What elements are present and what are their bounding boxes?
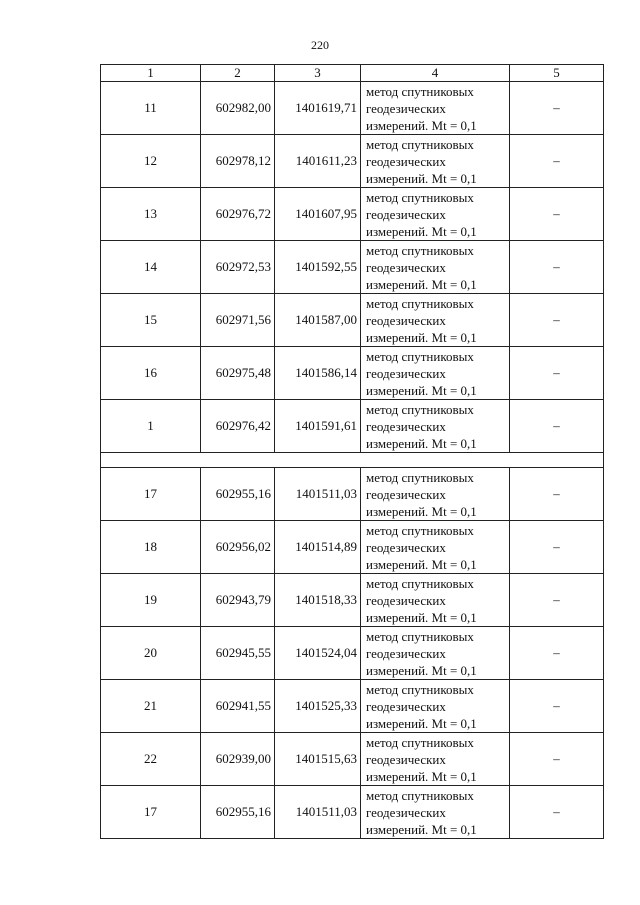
- method-line: измерений. Mt = 0,1: [366, 662, 477, 678]
- x-coordinate-cell: 602976,42: [201, 400, 275, 453]
- method-line: метод спутниковых: [366, 348, 474, 364]
- method-cell: [361, 135, 510, 188]
- table-body: [101, 65, 604, 839]
- method-line: измерений. Mt = 0,1: [366, 821, 477, 837]
- x-coordinate-cell: 602971,56: [201, 294, 275, 347]
- method-line: метод спутниковых: [366, 522, 474, 538]
- x-coordinate-cell: 602941,55: [201, 680, 275, 733]
- method-line: геодезических: [366, 698, 446, 714]
- method-cell: [361, 294, 510, 347]
- method-cell: [361, 574, 510, 627]
- method-line: метод спутниковых: [366, 469, 474, 485]
- y-coordinate-cell: 1401525,33: [275, 680, 361, 733]
- method-cell: [361, 786, 510, 839]
- method-line: измерений. Mt = 0,1: [366, 276, 477, 292]
- method-line: геодезических: [366, 751, 446, 767]
- method-line: геодезических: [366, 365, 446, 381]
- x-coordinate-cell: 602978,12: [201, 135, 275, 188]
- point-number-cell: 1: [101, 400, 201, 453]
- method-line: геодезических: [366, 312, 446, 328]
- method-line: измерений. Mt = 0,1: [366, 223, 477, 239]
- method-line: геодезических: [366, 153, 446, 169]
- point-number-cell: 16: [101, 347, 201, 400]
- method-line: измерений. Mt = 0,1: [366, 768, 477, 784]
- table-row: [101, 627, 604, 680]
- method-line: геодезических: [366, 592, 446, 608]
- method-line: измерений. Mt = 0,1: [366, 117, 477, 133]
- point-number-cell: 18: [101, 521, 201, 574]
- point-number-cell: 15: [101, 294, 201, 347]
- note-cell: –: [510, 135, 604, 188]
- method-cell: [361, 521, 510, 574]
- y-coordinate-cell: 1401586,14: [275, 347, 361, 400]
- point-number-cell: 17: [101, 468, 201, 521]
- point-number-cell: 11: [101, 82, 201, 135]
- y-coordinate-cell: 1401607,95: [275, 188, 361, 241]
- point-number-cell: 21: [101, 680, 201, 733]
- header-cell-1: 1: [101, 65, 201, 82]
- method-line: метод спутниковых: [366, 734, 474, 750]
- method-cell: [361, 733, 510, 786]
- method-cell: [361, 680, 510, 733]
- y-coordinate-cell: 1401514,89: [275, 521, 361, 574]
- method-line: метод спутниковых: [366, 787, 474, 803]
- method-line: метод спутниковых: [366, 242, 474, 258]
- y-coordinate-cell: 1401511,03: [275, 786, 361, 839]
- x-coordinate-cell: 602939,00: [201, 733, 275, 786]
- method-cell: [361, 241, 510, 294]
- method-line: метод спутниковых: [366, 681, 474, 697]
- method-cell: [361, 347, 510, 400]
- y-coordinate-cell: 1401518,33: [275, 574, 361, 627]
- method-line: геодезических: [366, 206, 446, 222]
- table-row: [101, 188, 604, 241]
- note-cell: –: [510, 241, 604, 294]
- method-line: метод спутниковых: [366, 83, 474, 99]
- table-row: [101, 521, 604, 574]
- note-cell: –: [510, 627, 604, 680]
- table-row: [101, 82, 604, 135]
- point-number-cell: 17: [101, 786, 201, 839]
- point-number-cell: 22: [101, 733, 201, 786]
- table-row: [101, 294, 604, 347]
- x-coordinate-cell: 602976,72: [201, 188, 275, 241]
- x-coordinate-cell: 602943,79: [201, 574, 275, 627]
- header-row: [101, 65, 604, 82]
- note-cell: –: [510, 733, 604, 786]
- separator-cell: [101, 453, 604, 468]
- method-cell: [361, 188, 510, 241]
- method-line: геодезических: [366, 418, 446, 434]
- y-coordinate-cell: 1401515,63: [275, 733, 361, 786]
- point-number-cell: 20: [101, 627, 201, 680]
- method-cell: [361, 627, 510, 680]
- header-cell-5: 5: [510, 65, 604, 82]
- method-line: геодезических: [366, 486, 446, 502]
- x-coordinate-cell: 602982,00: [201, 82, 275, 135]
- x-coordinate-cell: 602972,53: [201, 241, 275, 294]
- method-cell: [361, 468, 510, 521]
- note-cell: –: [510, 468, 604, 521]
- note-cell: –: [510, 294, 604, 347]
- table-row: [101, 400, 604, 453]
- method-line: метод спутниковых: [366, 189, 474, 205]
- x-coordinate-cell: 602945,55: [201, 627, 275, 680]
- point-number-cell: 13: [101, 188, 201, 241]
- y-coordinate-cell: 1401591,61: [275, 400, 361, 453]
- separator-row: [101, 453, 604, 468]
- header-cell-4: 4: [361, 65, 510, 82]
- method-line: геодезических: [366, 100, 446, 116]
- coordinates-table: [100, 64, 604, 839]
- table-row: [101, 347, 604, 400]
- method-line: метод спутниковых: [366, 575, 474, 591]
- note-cell: –: [510, 347, 604, 400]
- table-row: [101, 135, 604, 188]
- method-line: измерений. Mt = 0,1: [366, 170, 477, 186]
- x-coordinate-cell: 602975,48: [201, 347, 275, 400]
- y-coordinate-cell: 1401619,71: [275, 82, 361, 135]
- method-line: измерений. Mt = 0,1: [366, 609, 477, 625]
- method-line: геодезических: [366, 804, 446, 820]
- note-cell: –: [510, 680, 604, 733]
- y-coordinate-cell: 1401587,00: [275, 294, 361, 347]
- table-row: [101, 680, 604, 733]
- note-cell: –: [510, 82, 604, 135]
- y-coordinate-cell: 1401524,04: [275, 627, 361, 680]
- y-coordinate-cell: 1401511,03: [275, 468, 361, 521]
- method-line: измерений. Mt = 0,1: [366, 503, 477, 519]
- y-coordinate-cell: 1401592,55: [275, 241, 361, 294]
- method-cell: [361, 82, 510, 135]
- table-row: [101, 468, 604, 521]
- method-line: метод спутниковых: [366, 628, 474, 644]
- note-cell: –: [510, 574, 604, 627]
- table-row: [101, 786, 604, 839]
- method-line: измерений. Mt = 0,1: [366, 329, 477, 345]
- table-row: [101, 733, 604, 786]
- method-line: измерений. Mt = 0,1: [366, 556, 477, 572]
- x-coordinate-cell: 602956,02: [201, 521, 275, 574]
- x-coordinate-cell: 602955,16: [201, 786, 275, 839]
- note-cell: –: [510, 521, 604, 574]
- method-line: геодезических: [366, 539, 446, 555]
- y-coordinate-cell: 1401611,23: [275, 135, 361, 188]
- page-number: 220: [311, 38, 329, 52]
- table-row: [101, 241, 604, 294]
- method-line: геодезических: [366, 259, 446, 275]
- method-line: метод спутниковых: [366, 136, 474, 152]
- point-number-cell: 12: [101, 135, 201, 188]
- point-number-cell: 14: [101, 241, 201, 294]
- point-number-cell: 19: [101, 574, 201, 627]
- note-cell: –: [510, 400, 604, 453]
- method-line: метод спутниковых: [366, 401, 474, 417]
- method-cell: [361, 400, 510, 453]
- note-cell: –: [510, 188, 604, 241]
- table-row: [101, 574, 604, 627]
- header-cell-2: 2: [201, 65, 275, 82]
- x-coordinate-cell: 602955,16: [201, 468, 275, 521]
- method-line: геодезических: [366, 645, 446, 661]
- method-line: измерений. Mt = 0,1: [366, 382, 477, 398]
- method-line: измерений. Mt = 0,1: [366, 435, 477, 451]
- method-line: метод спутниковых: [366, 295, 474, 311]
- note-cell: –: [510, 786, 604, 839]
- method-line: измерений. Mt = 0,1: [366, 715, 477, 731]
- header-cell-3: 3: [275, 65, 361, 82]
